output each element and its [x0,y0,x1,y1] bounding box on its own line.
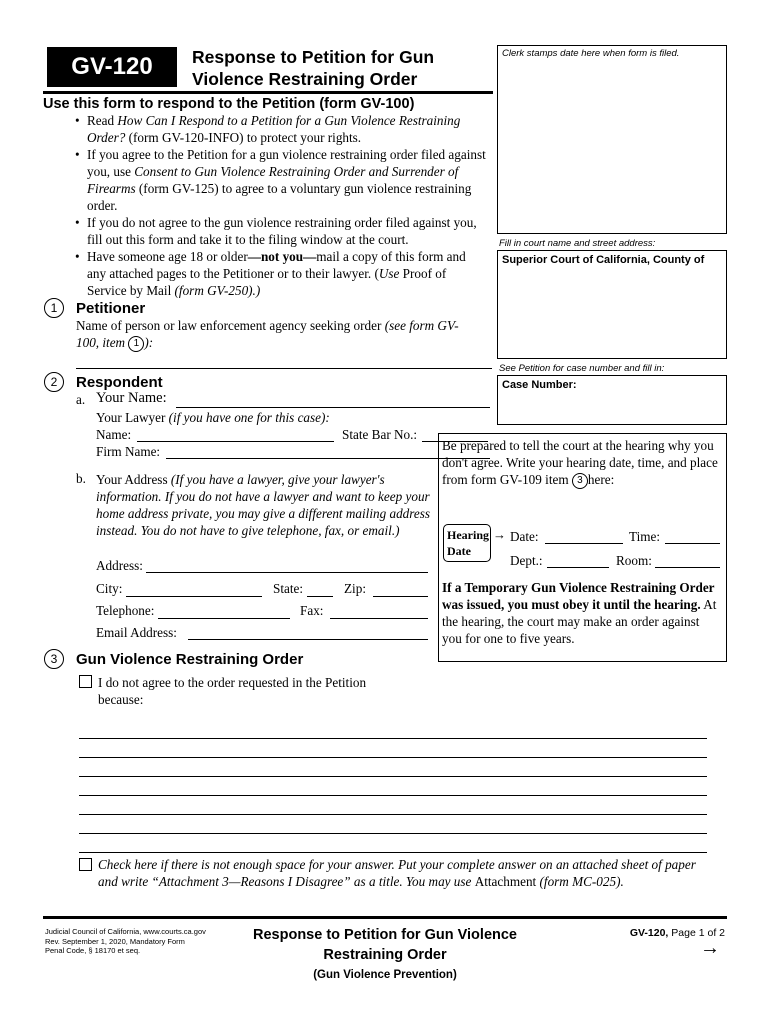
header-rule [43,91,493,94]
section-title: Petitioner [76,299,146,317]
item-b-label: b. [76,471,86,486]
court-fill-label: Fill in court name and street address: [499,238,656,249]
lawyer-name-label: Name: [96,427,132,442]
telephone-field[interactable] [158,618,290,619]
section-number: 2 [44,372,64,392]
case-number-label: Case Number: [502,379,577,391]
your-name-label: Your Name: [96,390,167,406]
reason-line[interactable] [79,758,707,777]
hearing-date-field[interactable] [545,543,623,544]
firm-name-label: Firm Name: [96,444,161,459]
attachment-checkbox[interactable] [79,858,92,871]
address-field[interactable] [146,572,428,573]
court-name-label: Superior Court of California, County of [502,254,705,266]
fax-field[interactable] [330,618,428,619]
instructions-list [73,112,486,299]
section-number: 3 [44,649,64,669]
footer-title: Response to Petition for Gun Violence Restraining Order (Gun Violence Prevention) [253,927,517,981]
next-page-arrow-icon: → [700,937,720,959]
footer-rule [43,916,727,919]
instruction-bullet: • If you agree to the Petition for a gun violence restraining order filed against you, use Consent to Gun Violence Restraining Order and Surrender of Firearms (form GV-125) to agree to a voluntary gun violence restraining order. [73,146,486,214]
section-3-heading [44,649,303,669]
state-field[interactable] [307,596,333,597]
state-bar-label: State Bar No.: [342,427,418,442]
hearing-time-field[interactable] [665,543,720,544]
form-title: Response to Petition for Gun Violence Restraining Order [192,47,435,89]
hearing-dept-label: Dept.: [510,553,543,568]
instruction-bullet: • If you do not agree to the gun violence restraining order filed against you, fill out this form and take it to the filing window at the court. [73,214,486,248]
reason-line[interactable] [79,834,707,853]
email-label: Email Address: [96,625,177,640]
hearing-dept-field[interactable] [547,567,609,568]
hearing-room-field[interactable] [655,567,720,568]
state-label: State: [273,581,304,596]
case-number-box[interactable] [497,375,727,425]
tgvro-warning: If a Temporary Gun Violence Restraining Order was issued, you must obey it until the hearing. At the hearing, the court may make an order against you for one to five years. [442,580,717,646]
attachment-text: Check here if there is not enough space for your answer. Put your complete answer on an attached sheet of paper and write “Attachment 3—Reasons I Disagree” as a title. You may use Attachment (form MC-025). [98,857,696,889]
hearing-time-label: Time: [629,529,661,544]
court-name-box[interactable] [497,250,727,359]
lawyer-label: Your Lawyer (if you have one for this case): [96,410,330,425]
clerk-stamp-box [497,45,727,234]
hearing-room-label: Room: [616,553,652,568]
zip-label: Zip: [344,581,366,596]
petitioner-instructions: Name of person or law enforcement agency seeking order (see form GV-100, item 1 ): [76,318,459,350]
fax-label: Fax: [300,603,324,618]
item-a-label: a. [76,392,86,407]
lawyer-name-field[interactable] [137,441,334,442]
telephone-label: Telephone: [96,603,155,618]
address-label: Address: [96,558,143,573]
section-title: Respondent [76,373,163,391]
address-instructions: Your Address (If you have a lawyer, give your lawyer's information. If you do not have a lawyer and want to keep your home address private, you may give a different mailing address instead. You do not have to give telephone, fax, or email.) [96,472,431,538]
reason-line[interactable] [79,796,707,815]
section-1-heading [44,298,145,318]
item-number: 3 [572,473,588,489]
footer-left: Judicial Council of California, www.courts.ca.gov Rev. September 1, 2020, Mandatory Form Penal Code, § 18170 et seq. [45,927,206,955]
reason-line[interactable] [79,720,707,739]
reason-line[interactable] [79,739,707,758]
case-fill-label: See Petition for case number and fill in: [499,363,665,374]
city-field[interactable] [126,596,262,597]
clerk-stamp-label: Clerk stamps date here when form is filed. [502,48,680,59]
reason-line[interactable] [79,777,707,796]
reason-line[interactable] [79,815,707,834]
petitioner-name-field[interactable] [76,368,492,369]
section-title: Gun Violence Restraining Order [76,650,304,668]
hearing-date-tag: Hearing Date [443,524,491,562]
disagree-checkbox[interactable] [79,675,92,688]
your-name-field[interactable] [176,407,490,408]
instruction-bullet: • Read How Can I Respond to a Petition for a Gun Violence Restraining Order? (form GV-120-INFO) to protect your rights. [73,112,486,146]
zip-field[interactable] [373,596,428,597]
disagree-text: I do not agree to the order requested in the Petition because: [98,675,367,707]
hearing-date-label: Date: [510,529,539,544]
form-subtitle: Use this form to respond to the Petition (form GV-100) [43,96,415,112]
page-number: GV-120, Page 1 of 2 [629,927,725,939]
section-2-heading [44,372,163,392]
item-number: 1 [128,336,144,352]
hearing-instructions: Be prepared to tell the court at the hearing why you don't agree. Write your hearing date, time, and place from form GV-109 item 3 here: [442,438,718,487]
reasons-lines[interactable] [79,720,707,853]
form-id-badge: GV-120 [47,47,177,87]
section-number: 1 [44,298,64,318]
email-field[interactable] [188,639,428,640]
instruction-bullet: • Have someone age 18 or older—not you—mail a copy of this form and any attached pages to the Petitioner or to their lawyer. (Use Proof of Service by Mail (form GV-250).) [73,248,486,299]
city-label: City: [96,581,123,596]
arrow-icon: → [493,527,506,542]
